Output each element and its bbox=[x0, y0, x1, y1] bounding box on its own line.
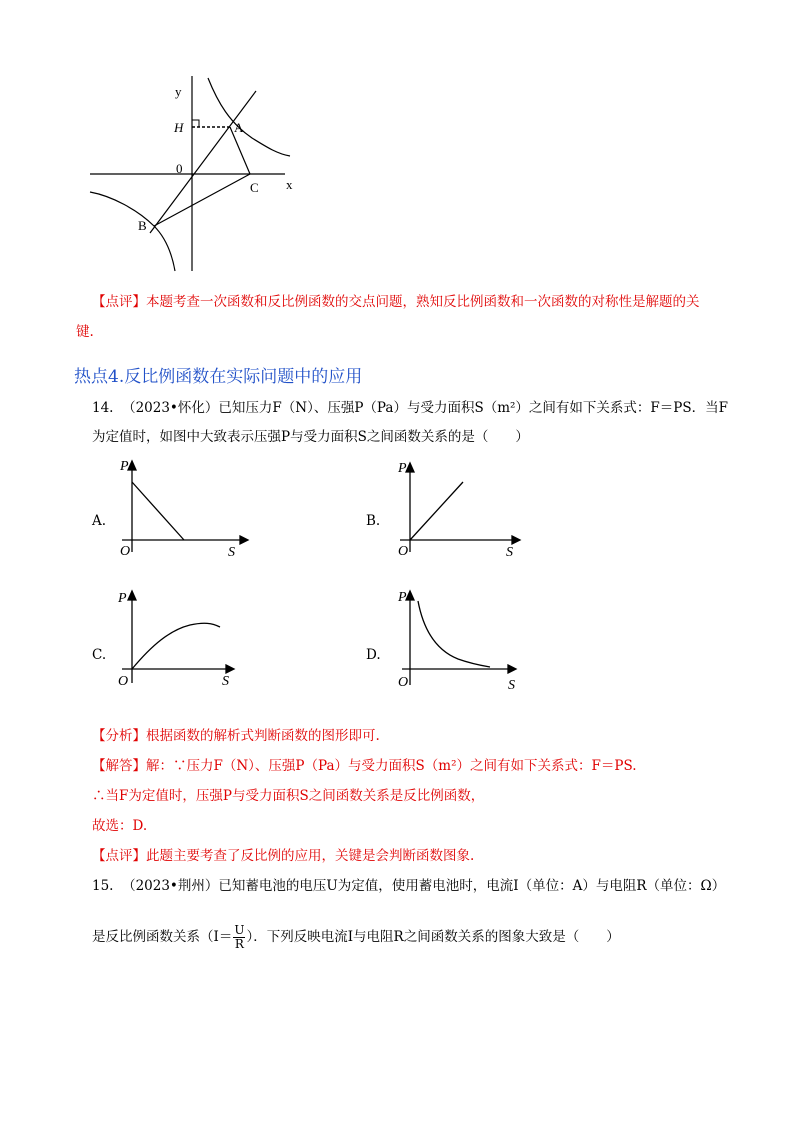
comment-1-line-2: 键. bbox=[76, 324, 94, 340]
option-a-label: A. bbox=[92, 513, 107, 529]
axis-s-label: S bbox=[506, 545, 513, 560]
q14-line-1 bbox=[92, 398, 728, 418]
axis-p-label: P bbox=[120, 459, 129, 474]
solution-tag: 【解答】 bbox=[92, 758, 146, 774]
increasing-line bbox=[410, 482, 463, 540]
point-h-label: H bbox=[174, 120, 184, 135]
hyperbola-curve bbox=[418, 601, 490, 667]
q15-number: 15. bbox=[92, 878, 114, 894]
comment-2-line bbox=[92, 846, 474, 866]
origin-label: 0 bbox=[176, 161, 183, 176]
option-b-label: B. bbox=[366, 513, 381, 529]
origin-o-label: O bbox=[398, 544, 409, 559]
section-heading: 热点4.反比例函数在实际问题中的应用 bbox=[74, 367, 363, 387]
q14-number: 14. bbox=[92, 400, 114, 416]
hyperbola-lower-branch bbox=[90, 192, 175, 271]
axis-s-label: S bbox=[222, 674, 229, 689]
point-b-label: B bbox=[138, 218, 147, 233]
q15-stem-1: 已知蓄电池的电压U为定值，使用蓄电池时，电流I（单位：A）与电阻R（单位：Ω） bbox=[218, 878, 726, 894]
origin-o-label: O bbox=[398, 675, 409, 690]
comment-1-line-1 bbox=[92, 292, 700, 312]
option-a-graph bbox=[112, 452, 252, 560]
hyperbola-upper-branch bbox=[208, 78, 290, 156]
solution-text-1: 解：∵压力F（N）、压强P（Pa）与受力面积S（m²）之间有如下关系式：F＝PS. bbox=[146, 758, 637, 774]
origin-o-label: O bbox=[120, 544, 131, 559]
axis-s-label: S bbox=[228, 545, 235, 560]
decreasing-line bbox=[132, 482, 184, 540]
q15-line-1 bbox=[92, 876, 725, 896]
q14-line-2: 为定值时，如图中大致表示压强P与受力面积S之间函数关系的是（ ） bbox=[92, 429, 529, 445]
y-axis-label: y bbox=[175, 84, 182, 99]
comment-2-text: 此题主要考查了反比例的应用，关键是会判断函数图象. bbox=[146, 848, 475, 864]
option-c-graph bbox=[112, 585, 252, 689]
solution-line-1 bbox=[92, 756, 637, 776]
comment-text: 本题考查一次函数和反比例函数的交点问题，熟知反比例函数和一次函数的对称性是解题的关 bbox=[146, 294, 700, 310]
solution-line-2: ∴当F为定值时，压强P与受力面积S之间函数关系是反比例函数， bbox=[92, 788, 485, 804]
fraction-numerator: U bbox=[234, 923, 245, 937]
point-a-label: A bbox=[234, 120, 244, 135]
q15-stem-2-pre: 是反比例函数关系（I＝ bbox=[92, 929, 233, 945]
segment-bc bbox=[154, 174, 250, 226]
axis-s-label: S bbox=[508, 678, 515, 693]
option-c-label: C. bbox=[92, 647, 107, 663]
axis-p-label: P bbox=[118, 591, 127, 606]
x-axis-label: x bbox=[286, 177, 293, 192]
solution-line-3: 故选：D. bbox=[92, 818, 148, 834]
option-d-graph bbox=[390, 585, 530, 695]
axis-p-label: P bbox=[398, 590, 407, 605]
q14-stem-1: 已知压力F（N）、压强P（Pa）与受力面积S（m²）之间有如下关系式：F＝PS．当F bbox=[218, 400, 728, 416]
q15-source: （2023•荆州） bbox=[122, 878, 219, 894]
intersection-figure bbox=[80, 68, 310, 278]
fraction-u-over-r bbox=[233, 924, 245, 951]
option-b-graph bbox=[390, 452, 530, 562]
analysis-line bbox=[92, 726, 380, 746]
q15-stem-2-post: ）．下列反映电流I与电阻R之间函数关系的图象大致是（ ） bbox=[246, 929, 620, 945]
analysis-tag: 【分析】 bbox=[92, 728, 146, 744]
q15-line-2 bbox=[92, 924, 620, 951]
point-c-label: C bbox=[250, 180, 259, 195]
axis-p-label: P bbox=[398, 461, 407, 476]
option-d-label: D. bbox=[366, 647, 381, 663]
right-angle-mark bbox=[192, 120, 199, 127]
line-ab bbox=[150, 91, 256, 233]
fraction-denominator: R bbox=[234, 937, 244, 951]
q14-source: （2023•怀化） bbox=[122, 400, 219, 416]
comment-2-tag: 【点评】 bbox=[92, 848, 146, 864]
curve-rising bbox=[132, 623, 220, 669]
comment-tag: 【点评】 bbox=[92, 294, 146, 310]
analysis-text: 根据函数的解析式判断函数的图形即可. bbox=[146, 728, 380, 744]
origin-o-label: O bbox=[118, 674, 129, 689]
